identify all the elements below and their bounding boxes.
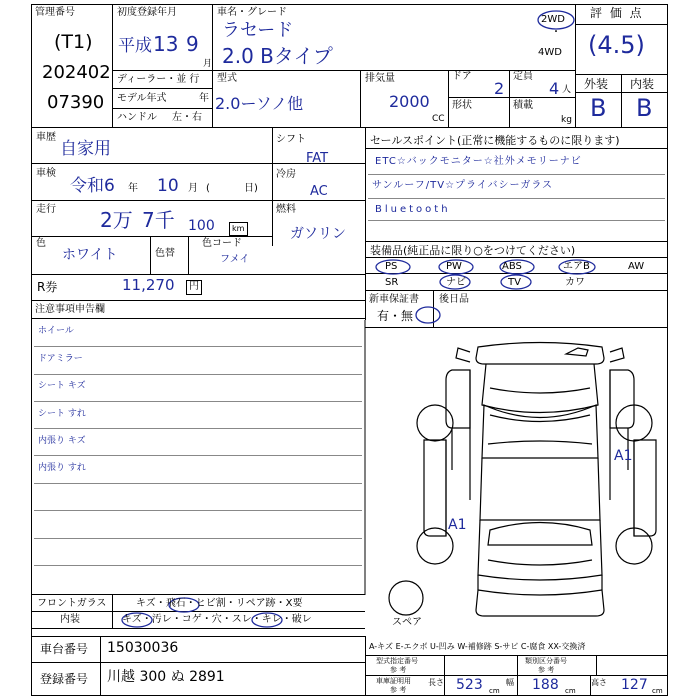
equip-aw: AW	[628, 261, 645, 272]
color-label: 色	[36, 238, 46, 249]
equip-pw: PW	[446, 261, 462, 272]
note-line-4: シート すれ	[38, 409, 86, 419]
load-label: 積載	[513, 100, 533, 111]
damage-legend: A-キズ E-エクボ U-凹み W-補修跡 S-サビ C-腐食 XX-交換済	[369, 642, 586, 651]
damage-mark-right: A1	[614, 448, 633, 464]
note-line-2: ドアミラー	[38, 354, 83, 364]
drive-2wd: 2WD	[541, 14, 565, 25]
front-glass-options: キズ・飛石・ヒビ割・リペア跡・X要	[136, 598, 303, 609]
aircon-label: 冷房	[276, 169, 296, 180]
equip-sr: SR	[385, 277, 399, 288]
color-value: ホワイト	[62, 247, 118, 263]
height-unit: cm	[652, 687, 663, 695]
interior-grade: B	[636, 94, 653, 122]
exterior-label: 外装	[584, 77, 609, 91]
sales-point-line-2: サンルーフ/TV☆プライバシーガラス	[372, 180, 554, 191]
handle-label: ハンドル	[117, 112, 157, 123]
mileage-man: 2万	[100, 208, 133, 232]
color-code-value: フメイ	[220, 254, 250, 265]
shift-label: シフト	[276, 134, 306, 145]
score-label: 評 価 点	[590, 6, 644, 20]
equip-airbag: エアB	[563, 261, 590, 272]
r-ken-label: R券	[37, 280, 58, 294]
ref-3: 参 考	[390, 686, 407, 694]
r-ken-value: 11,270	[122, 276, 175, 294]
damage-mark-left: A1	[448, 517, 467, 533]
ref-2: 参 考	[538, 666, 555, 674]
warranty-options: 有・無	[377, 309, 414, 323]
katashiki-value: 2.0ーソノ他	[215, 94, 304, 113]
type-spec-label: 型式指定番号	[376, 657, 418, 665]
displacement-value: 2000	[389, 92, 430, 111]
grade: 2.0 Bタイプ	[222, 44, 333, 68]
reg-month: 9	[186, 32, 199, 56]
r-ken-unit: 円	[189, 281, 199, 292]
interior-cond-options: キズ・汚レ・コゲ・穴・スレ・キレ・破レ	[122, 614, 312, 625]
equipment-title: 装備品(純正品に限り○をつけてください)	[370, 244, 576, 257]
sales-points-title: セールスポイント(正常に機能するものに限ります)	[370, 134, 620, 147]
note-line-1: ホイール	[38, 326, 74, 336]
equip-leather: カワ	[565, 277, 585, 288]
shift-value: FAT	[306, 151, 329, 166]
note-line-6: 内張り すれ	[38, 463, 86, 473]
first-reg-label: 初度登録年月	[117, 7, 177, 18]
score-value: (4.5)	[588, 31, 645, 59]
cert-label: 車庫証明用	[376, 677, 411, 685]
length-value: 523	[456, 677, 483, 693]
equip-navi: ナビ	[446, 277, 466, 288]
shaken-day-unit: 日)	[244, 183, 258, 194]
spare-label: スペア	[392, 617, 422, 628]
mileage-label: 走行	[36, 204, 56, 215]
kg-unit: kg	[561, 115, 572, 125]
shaken-year-unit: 年	[128, 183, 138, 194]
length-label: 長さ	[428, 678, 444, 687]
era: 平成	[118, 36, 152, 56]
chassis-value: 15030036	[107, 640, 179, 656]
kanri-label: 管理番号	[35, 7, 75, 18]
shaken-era: 令和6	[70, 176, 115, 196]
capacity-label: 定員	[513, 71, 533, 82]
width-label: 幅	[506, 678, 514, 687]
model-year-unit: 年	[199, 93, 209, 104]
color-code-label: 色コード	[202, 238, 242, 249]
km-unit: km	[232, 224, 245, 233]
note-line-5: 内張り キズ	[38, 436, 86, 446]
sales-point-line-1: ETC☆バックモニター☆社外メモリーナビ	[375, 156, 582, 167]
history-value: 自家用	[60, 139, 111, 159]
sales-point-line-3: Bluetooth	[375, 204, 451, 215]
reg-year: 13	[153, 32, 179, 56]
shaken-month: 10	[157, 176, 179, 196]
interior-cond-label: 内装	[60, 614, 80, 625]
capacity-unit: 人	[562, 85, 572, 95]
door-label: ドア	[452, 71, 472, 82]
class-label: 類別区分番号	[525, 657, 567, 665]
carname-label: 車名・グレード	[217, 7, 287, 18]
shape-label: 形状	[452, 100, 472, 111]
warranty-circle-mark	[416, 307, 440, 323]
equip-ps: PS	[385, 261, 398, 272]
car-name: ラセード	[222, 20, 294, 41]
equip-abs: ABS	[502, 261, 522, 272]
shaken-month-unit: 月	[188, 183, 198, 194]
color-change-label: 色替	[155, 248, 175, 259]
mileage-sen: 7千	[142, 208, 175, 232]
displacement-label: 排気量	[365, 73, 395, 84]
kanri-number-2: 07390	[47, 92, 105, 113]
mileage-hyaku: 100	[188, 218, 215, 234]
height-label: 高さ	[591, 678, 607, 687]
capacity-value: 4	[549, 79, 560, 98]
exterior-grade: B	[590, 94, 607, 122]
height-value: 127	[621, 677, 648, 693]
shaken-day-open: (	[206, 183, 210, 194]
katashiki-label: 型式	[217, 73, 237, 84]
width-value: 188	[532, 677, 559, 693]
dealer-label: ディーラー・並 行	[117, 74, 200, 85]
handle-options: 左・右	[172, 112, 202, 123]
history-label: 車歴	[36, 132, 56, 143]
registration-label: 登録番号	[40, 672, 89, 686]
registration-value: 川越 300 ぬ 2891	[107, 669, 225, 685]
warranty-label: 新車保証書	[369, 294, 419, 305]
drive-4wd: 4WD	[538, 47, 562, 58]
fuel-label: 燃料	[276, 204, 296, 215]
note-line-3: シート キズ	[38, 381, 86, 391]
chassis-label: 車台番号	[40, 642, 89, 656]
shaken-label: 車検	[36, 168, 56, 179]
aircon-value: AC	[310, 184, 328, 199]
month-unit: 月	[203, 59, 213, 69]
equip-tv: TV	[508, 277, 521, 288]
door-value: 2	[494, 79, 505, 98]
interior-label: 内装	[630, 77, 655, 91]
length-unit: cm	[489, 687, 500, 695]
notes-title: 注意事項申告欄	[35, 304, 105, 315]
fuel-value: ガソリン	[290, 226, 346, 242]
cc-unit: CC	[432, 114, 445, 124]
ref-1: 参 考	[390, 666, 407, 674]
kanri-prefix: (T1)	[54, 31, 93, 53]
model-year-label: モデル年式	[117, 93, 167, 104]
drive-dot: ・	[551, 27, 561, 38]
width-unit: cm	[565, 687, 576, 695]
front-glass-label: フロントガラス	[37, 598, 107, 609]
later-items-label: 後日品	[439, 294, 469, 305]
kanri-number-1: 202402	[42, 62, 111, 83]
car-damage-diagram	[389, 343, 656, 617]
